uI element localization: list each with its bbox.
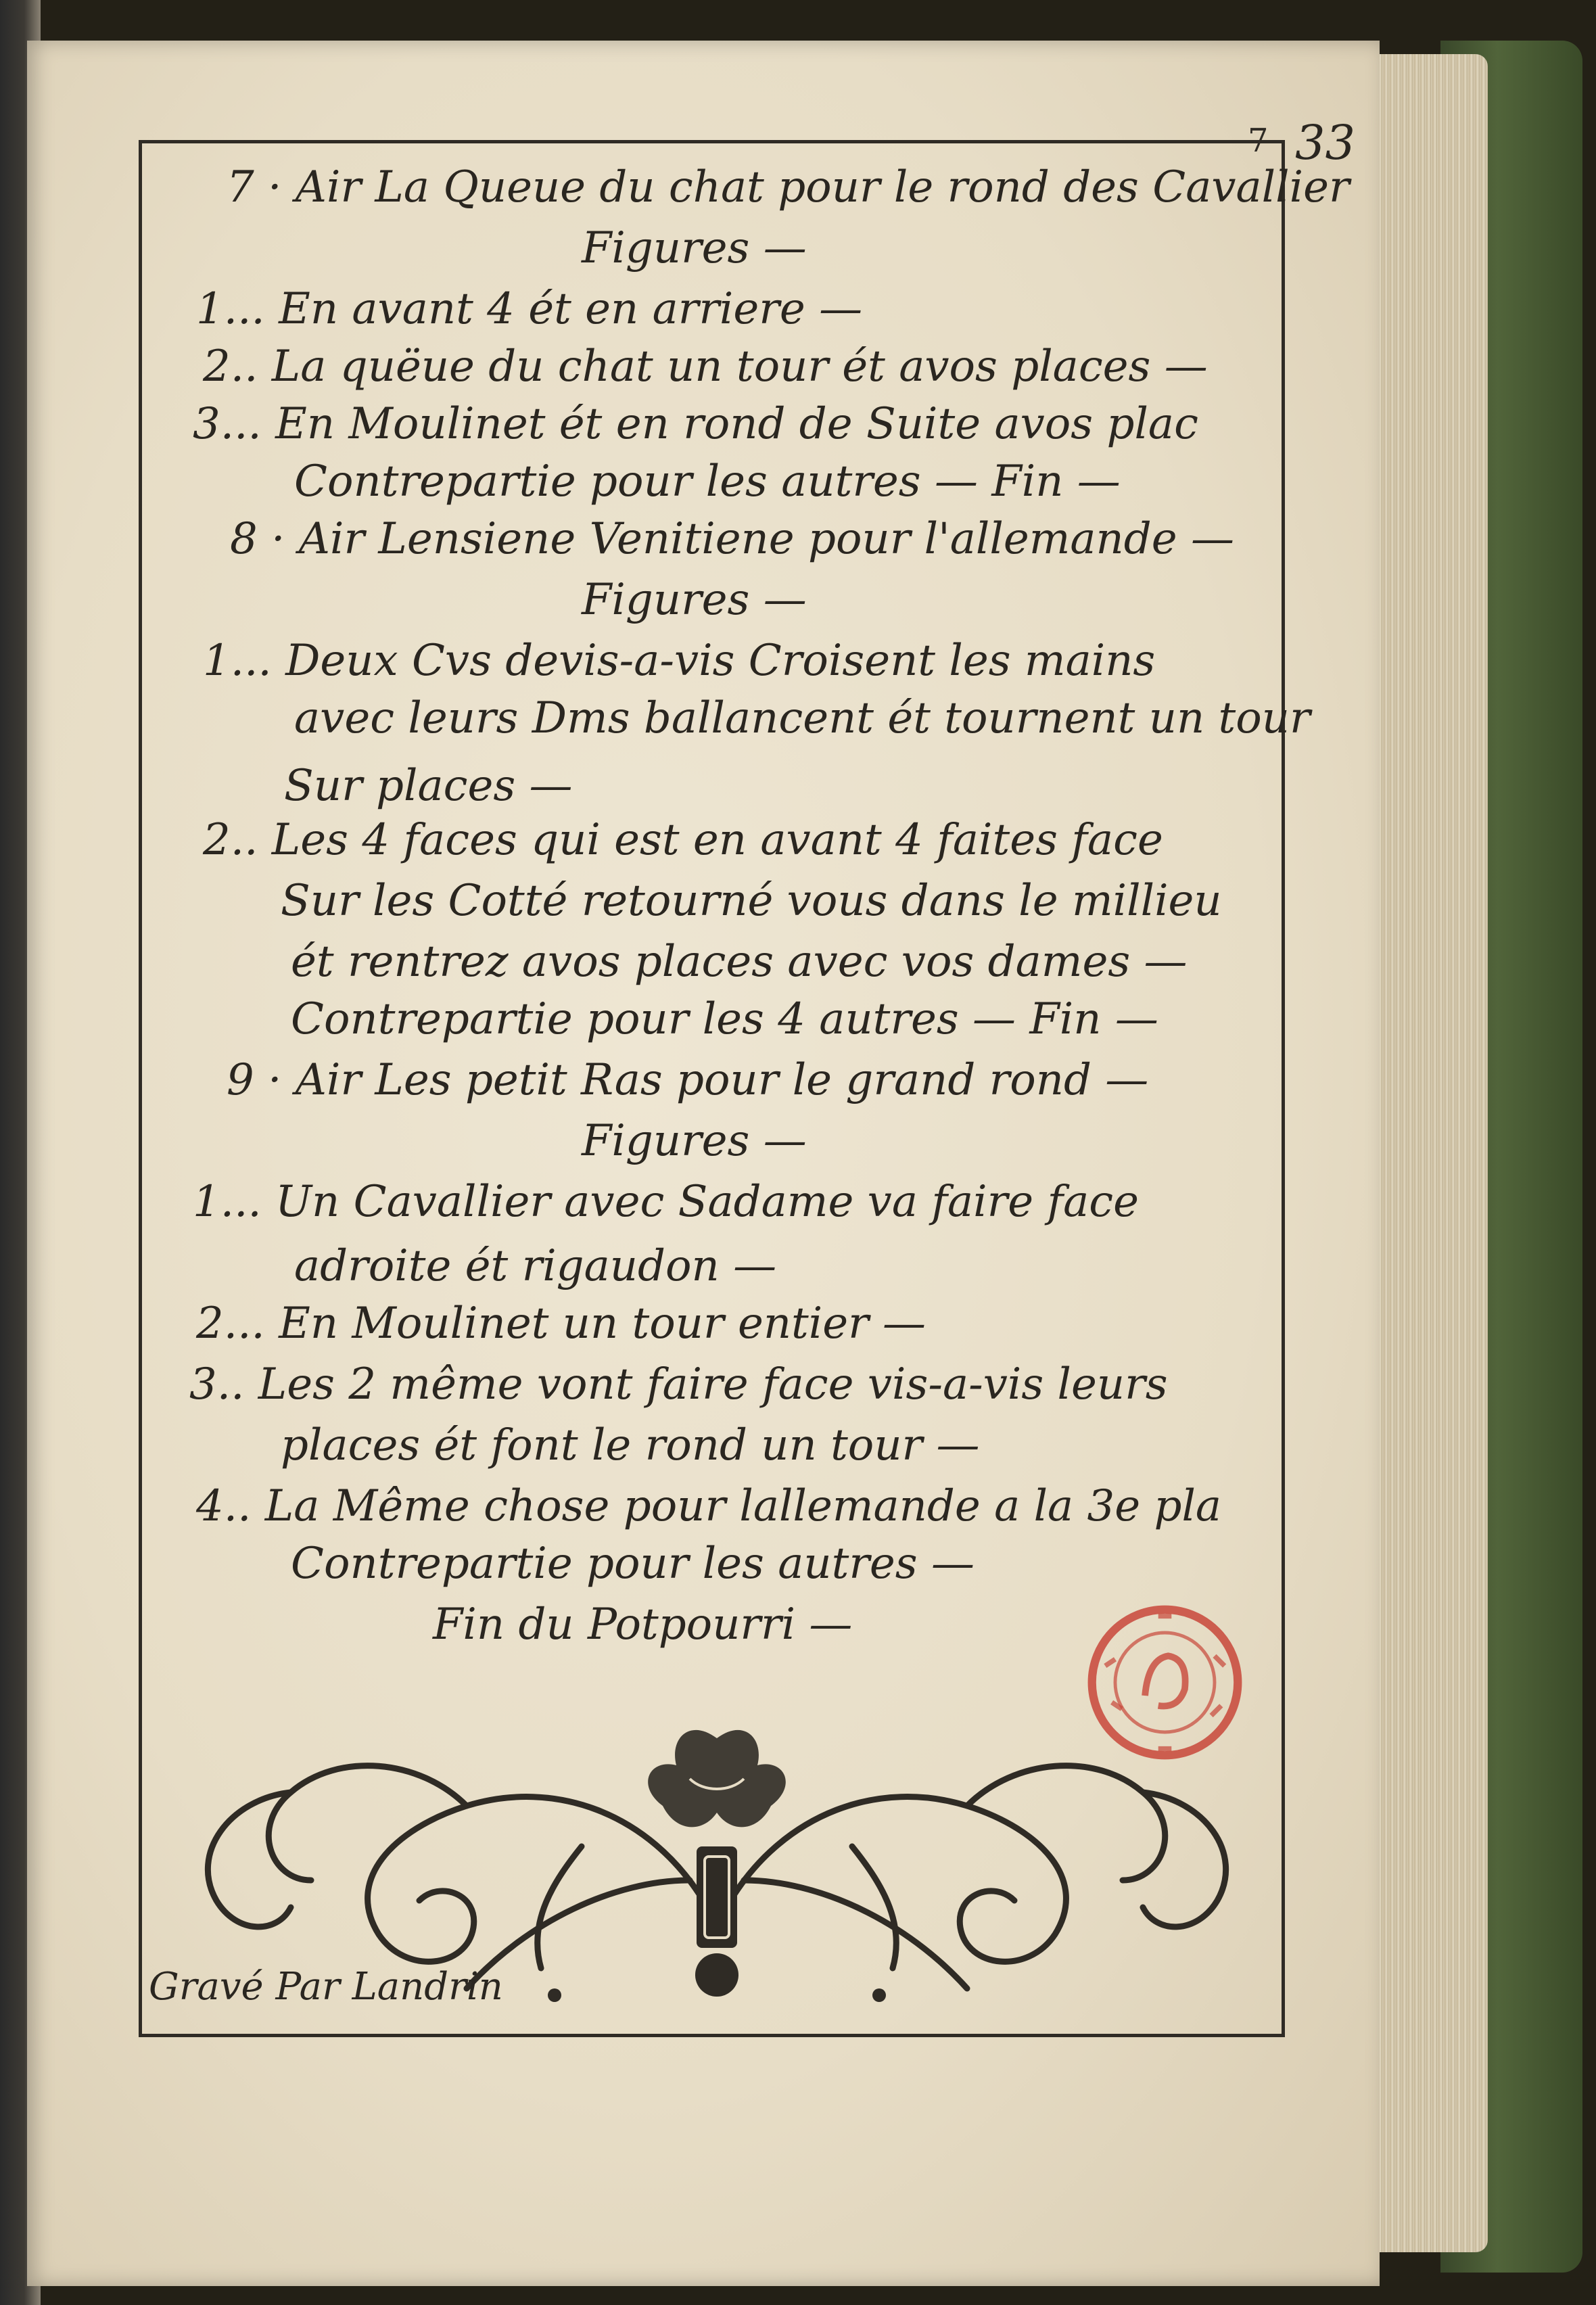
text-line: 3... En Moulinet ét en rond de Suite avos plac (193, 399, 1198, 449)
text-line: ét rentrez avos places avec vos dames — (291, 937, 1188, 987)
text-line: 1... Un Cavallier avec Sadame va faire face (193, 1177, 1139, 1227)
text-line: Contrepartie pour les autres — (291, 1539, 975, 1589)
text-line: 1... En avant 4 ét en arriere — (196, 284, 863, 334)
text-line: 8 · Air Lensiene Venitiene pour l'allemande — (230, 514, 1234, 564)
text-line: 2.. La quëue du chat un tour ét avos places — (203, 342, 1208, 392)
text-line: Contrepartie pour les autres — Fin — (294, 457, 1121, 507)
text-line: 4.. La Même chose pour lallemande a la 3e pla (196, 1481, 1222, 1531)
text-line: 9 · Air Les petit Ras pour le grand rond — (227, 1055, 1149, 1105)
text-line: Figures — (582, 575, 807, 625)
text-line: avec leurs Dms ballancent ét tournent un tour (294, 693, 1311, 743)
text-line: 3.. Les 2 même vont faire face vis-a-vis leurs (189, 1359, 1168, 1410)
text-line: 7 · Air La Queue du chat pour le rond des Cavallier (227, 162, 1350, 212)
text-line: 2.. Les 4 faces qui est en avant 4 faites face (203, 815, 1163, 865)
text-line: adroite ét rigaudon — (294, 1241, 777, 1291)
text-line: Figures — (582, 1116, 807, 1166)
text-line: 2... En Moulinet un tour entier — (196, 1299, 926, 1349)
text-line: Sur places — (284, 761, 573, 811)
text-line: Contrepartie pour les 4 autres — Fin — (291, 994, 1158, 1044)
text-line: 1... Deux Cvs devis-a-vis Croisent les mains (203, 636, 1156, 686)
text-line: Fin du Potpourri — (433, 1600, 853, 1650)
engraver-signature: Gravé Par Landrin (149, 1965, 503, 2009)
text-line: Figures — (582, 223, 807, 273)
plate-number: 7 (1248, 122, 1269, 160)
page-number: 33 (1295, 115, 1356, 170)
text-line: Sur les Cotté retourné vous dans le millieu (281, 876, 1222, 926)
text-line: places ét font le rond un tour — (281, 1420, 980, 1470)
